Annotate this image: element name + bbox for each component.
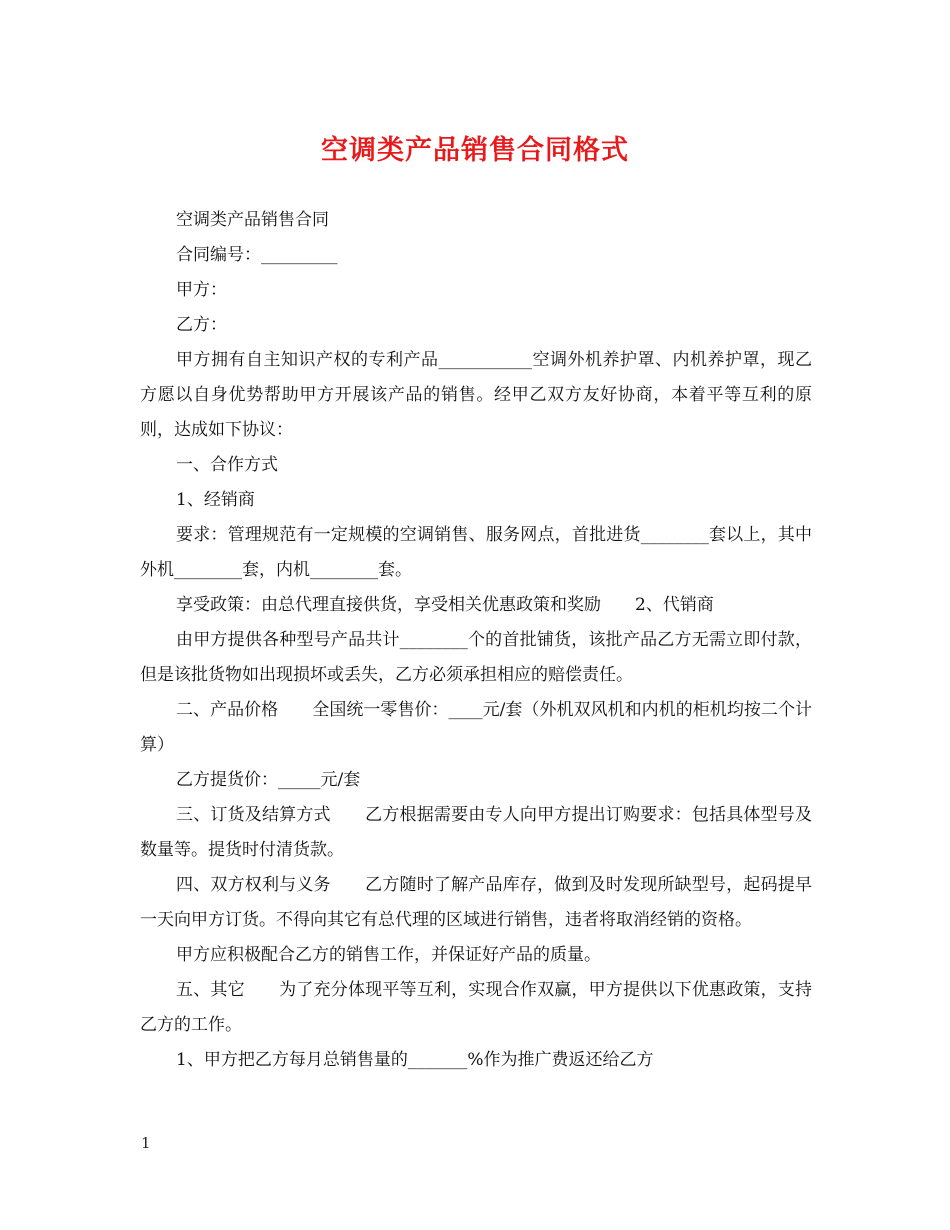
preamble-paragraph: 甲方拥有自主知识产权的专利产品___________空调外机养护罩、内机养护罩，现乙方愿以自身优势帮助甲方开展该产品的销售。经甲乙双方友好协商，本着平等互利的原则，达成如下协议： — [140, 350, 812, 440]
contract-name: 空调类产品销售合同 — [176, 210, 329, 230]
promotion-clause: 1、甲方把乙方每月总销售量的_______%作为推广费返还给乙方 — [176, 1050, 654, 1070]
contract-number: 合同编号：_________ — [176, 245, 338, 265]
section-heading-cooperation: 一、合作方式 — [176, 455, 278, 475]
section-other: 五、其它 为了充分体现平等互利，实现合作双赢，甲方提供以下优惠政策，支持乙方的工作。 — [140, 980, 812, 1035]
party-b: 乙方： — [176, 315, 227, 335]
document-body — [140, 203, 812, 1078]
page-title: 空调类产品销售合同格式 — [321, 135, 629, 166]
subsection-distributor: 1、经销商 — [176, 490, 255, 510]
consignment-paragraph: 由甲方提供各种型号产品共计________个的首批铺货，该批产品乙方无需立即付款，但是该批货物如出现损坏或丢失，乙方必须承担相应的赔偿责任。 — [140, 630, 812, 685]
section-rights: 四、双方权利与义务 乙方随时了解产品库存，做到及时发现所缺型号，起码提早一天向甲方订货。不得向其它有总代理的区域进行销售，违者将取消经销的资格。 — [140, 875, 812, 930]
party-a: 甲方： — [176, 280, 227, 300]
section-ordering: 三、订货及结算方式 乙方根据需要由专人向甲方提出订购要求：包括具体型号及数量等。提货时付清货款。 — [140, 805, 812, 860]
distributor-policy: 享受政策：由总代理直接供货，享受相关优惠政策和奖励 2、代销商 — [176, 595, 714, 615]
section-price: 二、产品价格 全国统一零售价：____元/套（外机双风机和内机的柜机均按二个计算） — [140, 700, 812, 755]
distributor-requirements: 要求：管理规范有一定规模的空调销售、服务网点，首批进货________套以上，其中外机________套，内机________套。 — [140, 525, 812, 580]
party-a-obligation: 甲方应积极配合乙方的销售工作，并保证好产品的质量。 — [176, 945, 601, 965]
page-number: 1 — [141, 1134, 151, 1152]
pickup-price: 乙方提货价：_____元/套 — [176, 770, 361, 790]
